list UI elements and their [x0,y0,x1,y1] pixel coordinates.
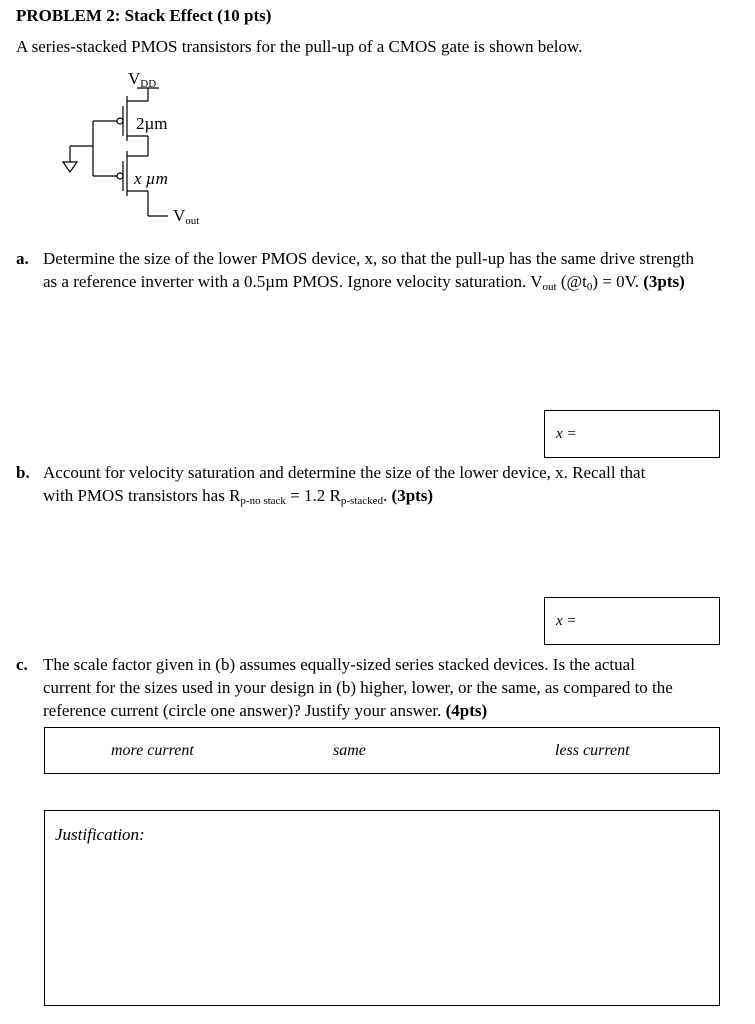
part-b-label: b. [16,463,30,482]
part-a [16,247,746,295]
part-c-points: (4pts) [445,701,488,720]
part-a-answer-label: x = [556,426,577,442]
part-c-label: c. [16,655,28,674]
ground-symbol [63,162,77,172]
top-width-label: 2µm [136,114,168,133]
part-c-choices-box [44,727,720,774]
bottom-pmos-bubble [117,173,123,179]
part-c-line1: The scale factor given in (b) assumes equally-sized series stacked devices. Is the actual [43,655,635,674]
justification-label: Justification: [55,825,145,844]
vdd-label: VDD [128,69,157,90]
part-a-answer-box[interactable] [544,410,720,458]
part-b-line2: with PMOS transistors has $R_{p-no stack} = 1.2$ $R_{p-stacked}$. (3pts) [43,486,434,507]
part-c-line2: current for the sizes used in your design in (b) higher, lower, or the same, as compared to the [43,678,673,697]
choice-more-current[interactable]: more current [111,742,194,759]
bottom-width-label: x µm [134,169,168,188]
problem-title: PROBLEM 2: Stack Effect (10 pts) [16,6,272,25]
problem-intro: A series-stacked PMOS transistors for the pull-up of a CMOS gate is shown below. [16,37,583,56]
top-pmos-bubble [117,118,123,124]
part-b-answer-label: x = [556,613,577,629]
part-b-points: (3pts) [391,486,434,505]
vout-label: Vout [173,206,200,226]
part-b-line1: Account for velocity saturation and determine the size of the lower device, x. Recall that [43,463,646,482]
choice-less-current[interactable]: less current [555,742,630,759]
part-c [16,653,746,723]
part-b-answer-box[interactable] [544,597,720,645]
justification-box[interactable] [44,810,720,1006]
part-a-line2: as a reference inverter with a 0.5µm PMOS. Ignore velocity saturation. $V_{out}$ $(@t_0) = 0V$. (3pts) [43,272,685,293]
pmos-stack-circuit [60,66,230,226]
choice-same[interactable]: same [333,742,366,759]
part-a-line1: Determine the size of the lower PMOS device, x, so that the pull-up has the same drive strength [43,249,695,268]
part-c-line3: reference current (circle one answer)? Justify your answer. (4pts) [43,701,488,720]
part-b [16,461,746,509]
part-a-points: (3pts) [643,272,685,291]
part-a-label: a. [16,249,29,268]
